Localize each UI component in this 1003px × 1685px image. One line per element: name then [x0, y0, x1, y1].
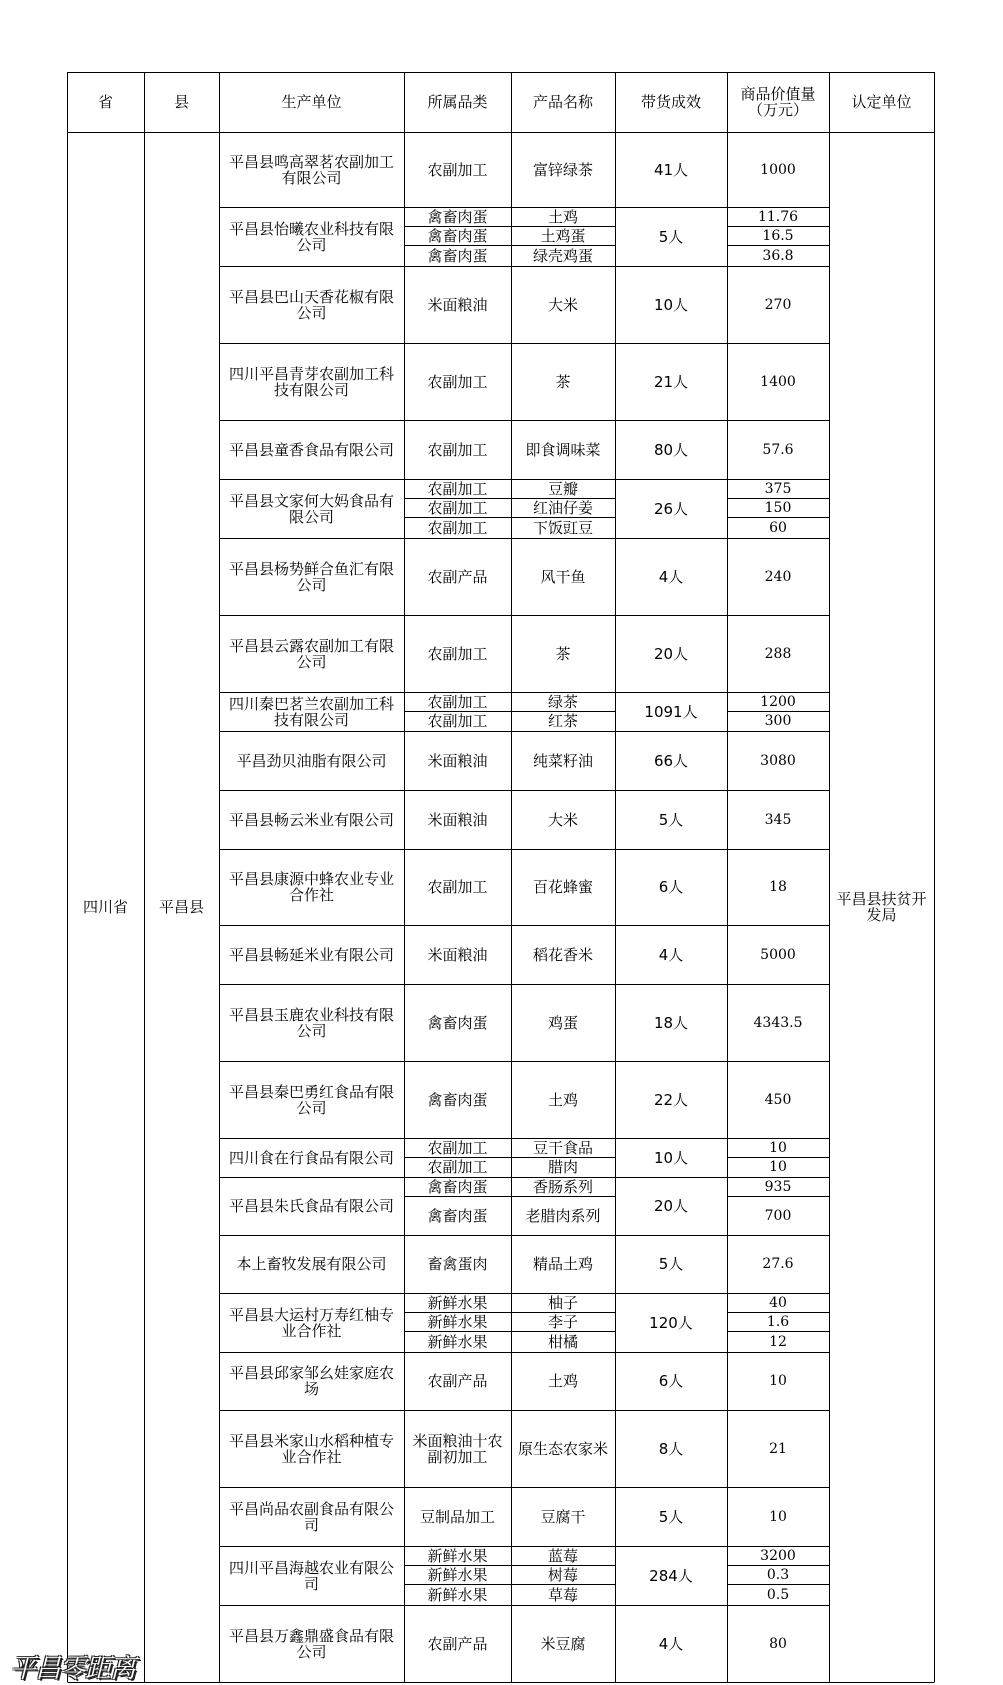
product-name: 茶 [555, 644, 571, 663]
product-category: 农副产品 [427, 1634, 488, 1653]
product-name: 红茶 [547, 712, 578, 730]
product-value: 0.5 [766, 1586, 790, 1603]
sales-effect: 4人 [658, 567, 684, 586]
product-category: 新鲜水果 [427, 1332, 488, 1351]
product-category: 禽畜肉蛋 [427, 1090, 488, 1109]
company-name: 本上畜牧发展有限公司 [236, 1255, 387, 1273]
column-header: 认定单位 [851, 93, 912, 111]
company-name: 平昌县米家山水稻种植专业合作社 [228, 1431, 394, 1466]
product-value: 11.76 [757, 208, 799, 225]
product-name: 即食调味菜 [525, 440, 601, 459]
product-name: 鸡蛋 [547, 1013, 578, 1032]
sales-effect: 18人 [653, 1013, 689, 1032]
product-name: 香肠系列 [532, 1177, 593, 1196]
product-name: 米豆腐 [540, 1634, 586, 1653]
product-category: 豆制品加工 [419, 1507, 495, 1526]
product-name: 红油仔姜 [532, 498, 593, 517]
company-name: 平昌县文家何大妈食品有限公司 [228, 491, 394, 526]
sales-effect: 284人 [649, 1566, 693, 1585]
product-value: 60 [769, 519, 787, 536]
company-name: 平昌县怡曦农业科技有限公司 [228, 219, 394, 254]
product-name: 腊肉 [547, 1158, 578, 1176]
product-value: 240 [764, 568, 792, 585]
product-value: 18 [769, 879, 787, 895]
column-header: 生产单位 [281, 93, 342, 111]
sales-effect: 80人 [653, 440, 689, 459]
product-value: 57.6 [762, 441, 794, 458]
company-name: 平昌县杨势鲜合鱼汇有限公司 [228, 559, 394, 594]
product-category: 农副加工 [427, 160, 488, 179]
product-category: 农副产品 [427, 567, 488, 586]
company-name: 平昌县康源中蜂农业专业合作社 [228, 870, 394, 904]
company-name: 平昌县云露农副加工有限公司 [228, 636, 394, 671]
product-value: 150 [764, 499, 792, 516]
company-name: 平昌县鸣高翠茗农副加工有限公司 [228, 152, 394, 187]
product-category: 禽畜肉蛋 [427, 1177, 488, 1196]
product-name: 柑橘 [547, 1332, 578, 1351]
product-name: 精品土鸡 [532, 1255, 593, 1273]
sales-effect: 21人 [653, 372, 689, 391]
product-value: 375 [764, 480, 792, 497]
product-value: 16.5 [762, 227, 794, 244]
product-name: 稻花香米 [532, 945, 593, 964]
certifier-cell: 平昌县扶贫开发局 [836, 890, 927, 924]
product-category: 畜禽蛋肉 [427, 1255, 488, 1273]
sales-effect: 26人 [653, 499, 689, 518]
company-name: 四川平昌海越农业有限公司 [228, 1558, 394, 1593]
product-name: 下饭豇豆 [532, 518, 593, 537]
product-category: 米面粮油十农副初加工 [412, 1431, 503, 1466]
company-name: 平昌县畅延米业有限公司 [228, 945, 394, 964]
product-category: 新鲜水果 [427, 1546, 488, 1565]
product-category: 新鲜水果 [427, 1312, 488, 1331]
product-value: 450 [764, 1091, 792, 1108]
product-category: 农副加工 [427, 1138, 488, 1157]
product-value: 21 [769, 1440, 787, 1457]
product-category: 米面粮油 [427, 810, 488, 829]
sales-effect: 20人 [653, 1197, 689, 1215]
product-name: 大米 [547, 810, 578, 829]
product-category: 新鲜水果 [427, 1565, 488, 1584]
product-value: 27.6 [762, 1256, 794, 1272]
product-value: 700 [764, 1207, 792, 1224]
product-category: 农副加工 [427, 644, 488, 663]
product-name: 草莓 [547, 1585, 578, 1604]
product-value: 5000 [760, 946, 796, 963]
sales-effect: 6人 [658, 878, 684, 896]
product-name: 树莓 [547, 1565, 578, 1584]
product-category: 禽畜肉蛋 [427, 1013, 488, 1032]
product-name: 土鸡 [547, 1372, 578, 1390]
company-name: 平昌县童香食品有限公司 [228, 440, 394, 459]
product-category: 农副加工 [427, 518, 488, 537]
product-category: 禽畜肉蛋 [427, 1206, 488, 1225]
column-header: 产品名称 [532, 93, 593, 111]
product-value: 1000 [760, 161, 796, 178]
poverty-products-table [67, 72, 935, 1683]
product-category: 农副加工 [427, 692, 488, 711]
sales-effect: 5人 [658, 1255, 684, 1273]
company-name: 四川食在行食品有限公司 [228, 1148, 394, 1167]
product-name: 豆腐干 [540, 1507, 586, 1526]
product-category: 米面粮油 [427, 295, 488, 314]
product-category: 禽畜肉蛋 [427, 207, 488, 226]
product-value: 1400 [760, 373, 796, 390]
product-name: 土鸡蛋 [540, 226, 586, 245]
product-category: 农副加工 [427, 372, 488, 391]
product-value: 0.3 [766, 1566, 790, 1583]
product-name: 老腊肉系列 [525, 1206, 601, 1225]
product-name: 大米 [547, 295, 578, 314]
sales-effect: 4人 [658, 945, 684, 964]
product-name: 蓝莓 [547, 1546, 578, 1565]
product-name: 李子 [547, 1312, 578, 1331]
product-category: 新鲜水果 [427, 1293, 488, 1312]
column-header: 商品价值量（万元） [740, 85, 816, 119]
product-name: 绿壳鸡蛋 [532, 246, 593, 265]
product-value: 10 [769, 1159, 787, 1175]
product-name: 土鸡 [547, 207, 578, 226]
column-header: 所属品类 [427, 93, 488, 111]
product-category: 农副产品 [427, 1372, 488, 1390]
sales-effect: 6人 [658, 1372, 684, 1390]
company-name: 四川秦巴茗兰农副加工科技有限公司 [228, 694, 394, 729]
product-value: 3200 [760, 1547, 796, 1564]
company-name: 平昌县邱家邹幺娃家庭农场 [228, 1364, 394, 1398]
product-category: 农副加工 [427, 498, 488, 517]
column-header: 省 [97, 93, 113, 111]
sales-effect: 8人 [658, 1439, 684, 1458]
product-name: 豆干食品 [532, 1138, 593, 1157]
company-name: 平昌县秦巴勇红食品有限公司 [228, 1082, 394, 1117]
product-value: 12 [769, 1333, 787, 1350]
product-name: 土鸡 [547, 1090, 578, 1109]
company-name: 四川平昌青芽农副加工科技有限公司 [228, 364, 394, 399]
company-name: 平昌劲贝油脂有限公司 [236, 751, 387, 770]
product-category: 农副加工 [427, 440, 488, 459]
product-category: 农副加工 [427, 878, 488, 896]
county-cell: 平昌县 [158, 898, 204, 916]
product-value: 1.6 [766, 1313, 790, 1330]
sales-effect: 41人 [653, 160, 689, 179]
product-name: 原生态农家米 [517, 1439, 608, 1458]
product-category: 新鲜水果 [427, 1585, 488, 1604]
company-name: 平昌县巴山天香花椒有限公司 [228, 287, 394, 322]
sales-effect: 10人 [653, 295, 689, 314]
product-name: 富锌绿茶 [532, 160, 593, 179]
product-value: 270 [764, 296, 792, 313]
product-category: 米面粮油 [427, 751, 488, 770]
product-name: 茶 [555, 372, 571, 391]
product-category: 米面粮油 [427, 945, 488, 964]
sales-effect: 10人 [653, 1148, 689, 1167]
product-value: 10 [769, 1139, 787, 1156]
product-name: 百花蜂蜜 [532, 878, 593, 896]
product-name: 绿茶 [547, 692, 578, 711]
product-value: 288 [764, 645, 792, 662]
product-name: 豆瓣 [547, 479, 578, 498]
sales-effect: 120人 [649, 1313, 693, 1332]
sales-effect: 5人 [658, 810, 684, 829]
product-category: 农副加工 [427, 1158, 488, 1176]
product-value: 10 [769, 1373, 787, 1389]
product-value: 36.8 [762, 247, 794, 264]
sales-effect: 1091人 [644, 702, 698, 721]
company-name: 平昌县万鑫鼎盛食品有限公司 [228, 1626, 394, 1661]
product-value: 4343.5 [753, 1014, 803, 1031]
product-category: 禽畜肉蛋 [427, 246, 488, 265]
product-value: 3080 [760, 752, 796, 769]
product-name: 柚子 [547, 1293, 578, 1312]
product-value: 10 [769, 1508, 787, 1525]
company-name: 平昌县玉鹿农业科技有限公司 [228, 1005, 394, 1040]
product-value: 80 [769, 1635, 787, 1652]
product-value: 935 [764, 1178, 792, 1195]
sales-effect: 20人 [653, 644, 689, 663]
product-category: 农副加工 [427, 712, 488, 730]
company-name: 平昌县朱氏食品有限公司 [228, 1197, 394, 1215]
company-name: 平昌尚品农副食品有限公司 [228, 1499, 394, 1534]
product-category: 农副加工 [427, 479, 488, 498]
province-cell: 四川省 [82, 898, 128, 916]
product-name: 风干鱼 [540, 567, 586, 586]
sales-effect: 5人 [658, 1507, 684, 1526]
company-name: 平昌县畅云米业有限公司 [228, 810, 394, 829]
column-header: 县 [173, 93, 189, 111]
product-value: 40 [769, 1294, 787, 1311]
sales-effect: 5人 [658, 227, 684, 246]
sales-effect: 22人 [653, 1090, 689, 1109]
product-name: 纯菜籽油 [532, 751, 593, 770]
product-value: 1200 [760, 693, 796, 710]
column-header: 带货成效 [640, 93, 701, 111]
company-name: 平昌县大运村万寿红柚专业合作社 [228, 1305, 394, 1340]
watermark-logo: 平昌零距离 [10, 1654, 136, 1684]
product-value: 345 [764, 811, 792, 828]
product-category: 禽畜肉蛋 [427, 226, 488, 245]
sales-effect: 66人 [653, 751, 689, 770]
product-value: 300 [764, 713, 792, 729]
sales-effect: 4人 [658, 1634, 684, 1653]
